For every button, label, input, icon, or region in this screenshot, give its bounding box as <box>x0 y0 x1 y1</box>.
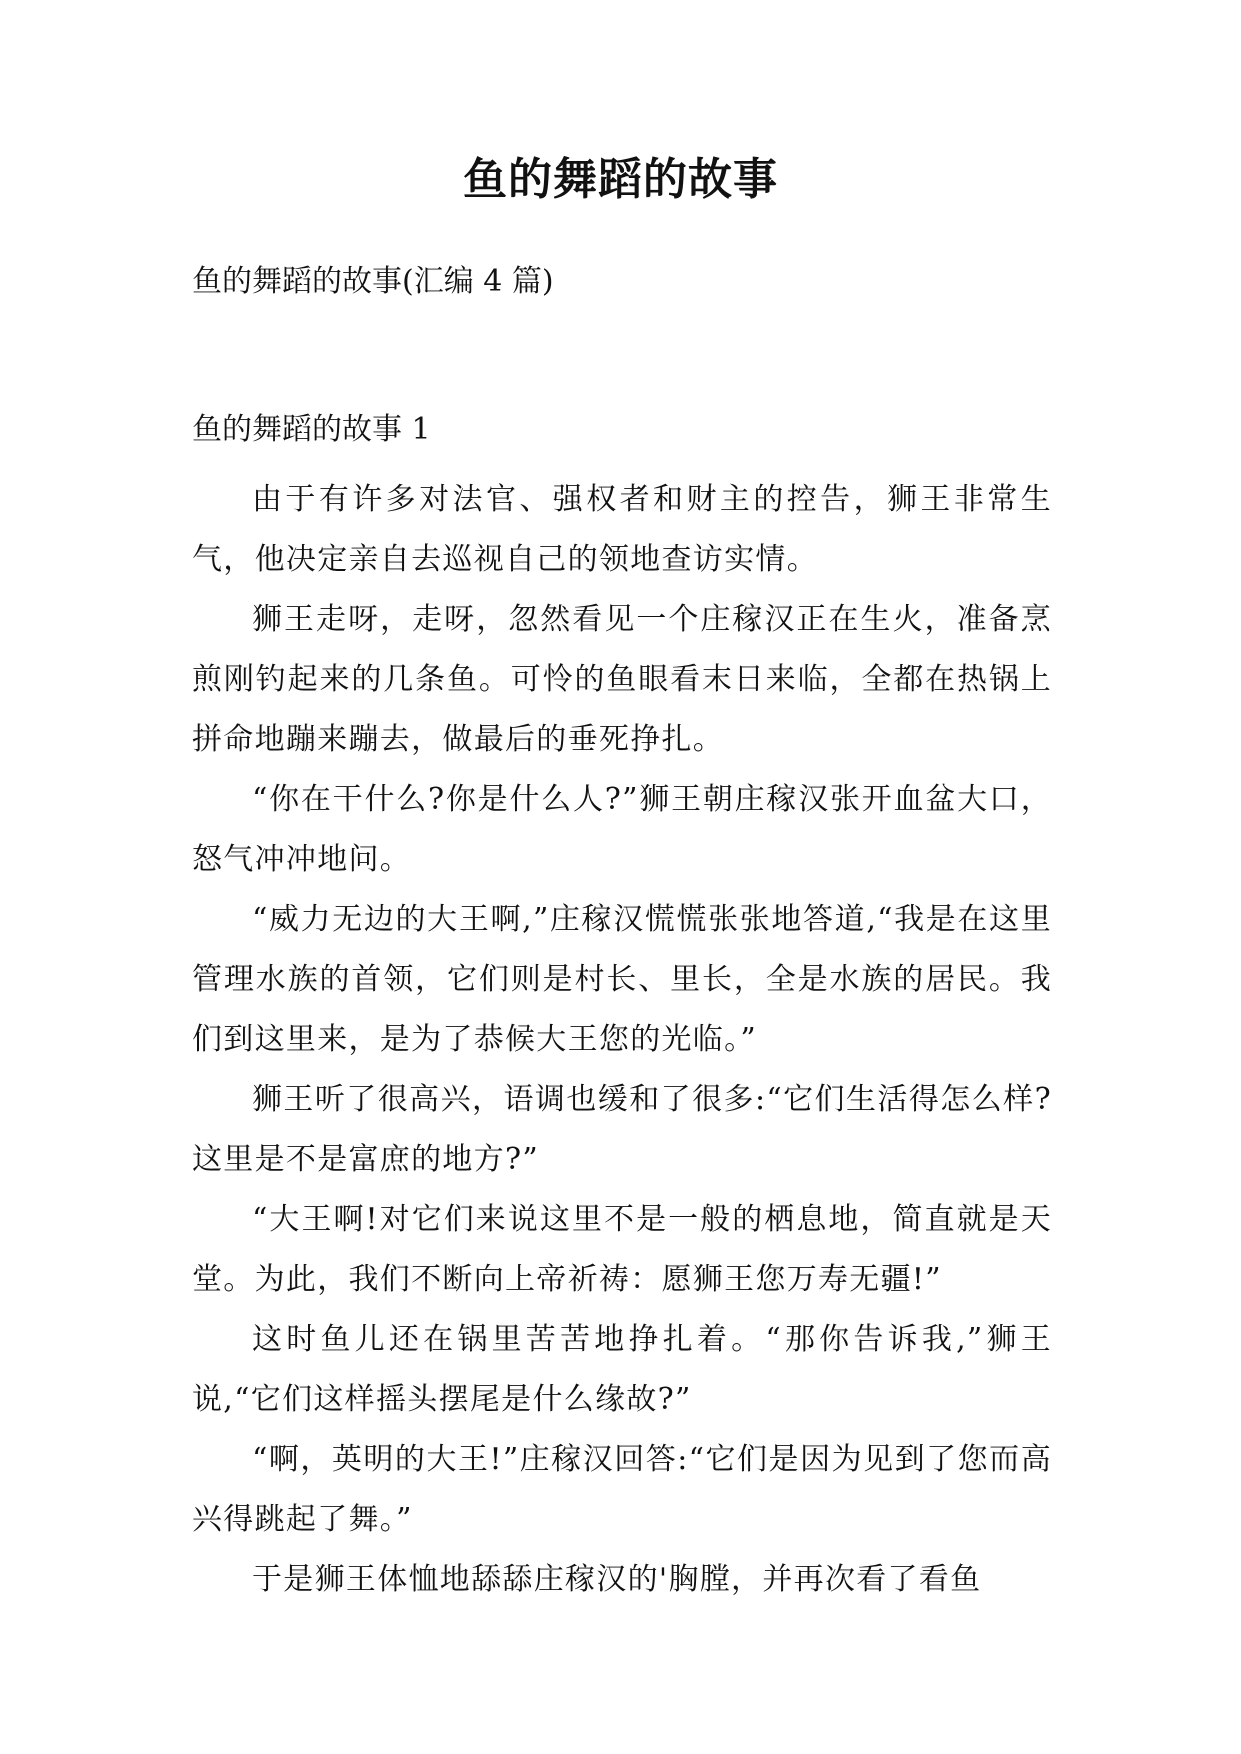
paragraph: 由于有许多对法官、强权者和财主的控告，狮王非常生气，他决定亲自去巡视自己的领地查访实情。 <box>192 482 1052 577</box>
paragraph: “威力无边的大王啊,”庄稼汉慌慌张张地答道,“我是在这里管理水族的首领，它们则是村长、里长，全是水族的居民。我们到这里来，是为了恭候大王您的光临。” <box>192 902 1052 1057</box>
paragraph: “大王啊!对它们来说这里不是一般的栖息地，简直就是天堂。为此，我们不断向上帝祈祷：愿狮王您万寿无疆!” <box>192 1202 1052 1297</box>
paragraph: 于是狮王体恤地舔舔庄稼汉的'胸膛，并再次看了看鱼 <box>252 1562 982 1597</box>
paragraph: “啊，英明的大王!”庄稼汉回答:“它们是因为见到了您而高兴得跳起了舞。” <box>192 1442 1052 1537</box>
section-heading: 鱼的舞蹈的故事 1 <box>192 412 431 447</box>
paragraph: 狮王听了很高兴，语调也缓和了很多:“它们生活得怎么样?这里是不是富庶的地方?” <box>192 1082 1052 1177</box>
document-subtitle: 鱼的舞蹈的故事(汇编 4 篇) <box>192 264 554 299</box>
paragraph: “你在干什么?你是什么人?”狮王朝庄稼汉张开血盆大口，怒气冲冲地问。 <box>192 782 1052 877</box>
paragraph: 狮王走呀，走呀，忽然看见一个庄稼汉正在生火，准备烹煎刚钓起来的几条鱼。可怜的鱼眼看末日来临，全都在热锅上拼命地蹦来蹦去，做最后的垂死挣扎。 <box>192 602 1052 757</box>
document-title: 鱼的舞蹈的故事 <box>463 154 778 205</box>
paragraph: 这时鱼儿还在锅里苦苦地挣扎着。“那你告诉我,”狮王说,“它们这样摇头摆尾是什么缘故?” <box>192 1322 1052 1417</box>
story-body <box>192 470 1052 1610</box>
